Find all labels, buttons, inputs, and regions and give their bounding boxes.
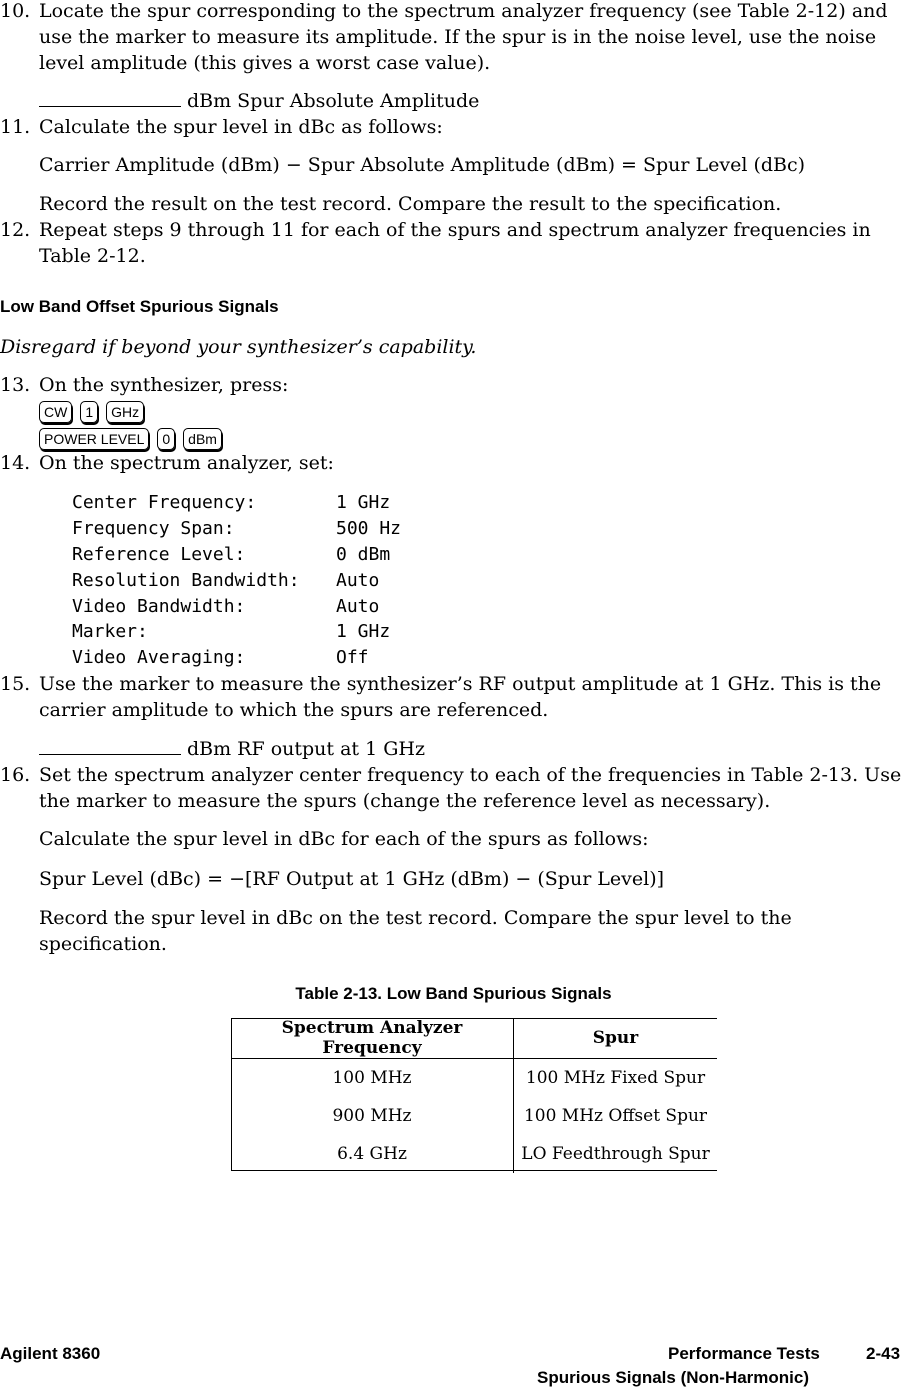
setting-label: Video Averaging: — [72, 647, 246, 668]
setting-label: Video Bandwidth: — [72, 596, 246, 617]
header-frequency: Spectrum Analyzer Frequency — [231, 1018, 514, 1059]
step-text: Record the result on the test record. Compare the result to the specification. — [39, 193, 782, 215]
table-header-row — [231, 1018, 717, 1059]
step-text: Repeat steps 9 through 11 for each of the spurs and spectrum analyzer frequencies in — [39, 219, 871, 241]
setting-value: Auto — [336, 596, 380, 617]
footer-chapter: Performance Tests — [668, 1344, 820, 1363]
record-line — [39, 90, 479, 112]
formula: Spur Level (dBc) = −[RF Output at 1 GHz (dBm) − (Spur Level)] — [39, 868, 665, 890]
record-blank — [39, 90, 181, 107]
disregard-note: Disregard if beyond your synthesizer’s capability. — [0, 336, 477, 358]
table-row — [231, 1135, 717, 1173]
step-text: Calculate the spur level in dBc for each of the spurs as follows: — [39, 828, 649, 850]
cell-spur: 100 MHz Offset Spur — [523, 1106, 708, 1126]
cell-frequency: 100 MHz — [231, 1059, 514, 1098]
setting-label: Marker: — [72, 621, 148, 642]
cw-key[interactable]: CW — [39, 401, 72, 423]
setting-value: 1 GHz — [336, 492, 391, 513]
table-row — [231, 1097, 717, 1135]
key-sequence-2 — [39, 427, 230, 450]
setting-label: Center Frequency: — [72, 492, 257, 513]
step-text: On the synthesizer, press: — [39, 374, 289, 396]
step-number: 14. — [0, 452, 31, 474]
digit-1-key[interactable]: 1 — [80, 401, 98, 423]
step-text: Calculate the spur level in dBc as follows: — [39, 116, 443, 138]
step-number: 15. — [0, 673, 31, 695]
header-spur: Spur — [514, 1018, 718, 1059]
setting-value: Off — [336, 647, 369, 668]
formula: Carrier Amplitude (dBm) − Spur Absolute Amplitude (dBm) = Spur Level (dBc) — [39, 154, 806, 176]
cell-frequency: 900 MHz — [231, 1097, 514, 1135]
step-text: Table 2-12. — [39, 245, 146, 267]
setting-value: 0 dBm — [336, 544, 391, 565]
step-number: 13. — [0, 374, 31, 396]
step-text: carrier amplitude to which the spurs are referenced. — [39, 699, 549, 721]
setting-label: Resolution Bandwidth: — [72, 570, 300, 591]
step-text: use the marker to measure its amplitude. If the spur is in the noise level, use the noise — [39, 26, 877, 48]
step-text: Record the spur level in dBc on the test record. Compare the spur level to the — [39, 907, 792, 929]
step-text: Use the marker to measure the synthesizer’s RF output amplitude at 1 GHz. This is the — [39, 673, 882, 695]
setting-label: Frequency Span: — [72, 518, 235, 539]
step-number: 12. — [0, 219, 31, 241]
spur-table — [231, 1018, 717, 1173]
footer-page-number: 2-43 — [866, 1344, 901, 1363]
setting-value: Auto — [336, 570, 380, 591]
setting-value: 500 Hz — [336, 518, 402, 539]
setting-label: Reference Level: — [72, 544, 246, 565]
table-caption: Table 2-13. Low Band Spurious Signals — [295, 984, 612, 1003]
step-number: 10. — [0, 0, 31, 22]
record-label: dBm RF output at 1 GHz — [187, 738, 425, 760]
record-line — [39, 738, 425, 760]
step-text: Set the spectrum analyzer center frequency to each of the frequencies in Table 2-13. Use — [39, 764, 902, 786]
table-row — [231, 1059, 717, 1098]
step-number: 16. — [0, 764, 31, 786]
section-heading: Low Band Offset Spurious Signals — [0, 297, 279, 316]
cell-spur: LO Feedthrough Spur — [521, 1144, 710, 1164]
dbm-key[interactable]: dBm — [183, 428, 222, 450]
step-text: On the spectrum analyzer, set: — [39, 452, 334, 474]
key-sequence-1 — [39, 400, 152, 423]
step-text: Locate the spur corresponding to the spectrum analyzer frequency (see Table 2-12) and — [39, 0, 888, 22]
cell-frequency: 6.4 GHz — [231, 1135, 514, 1173]
step-number: 11. — [0, 116, 31, 138]
record-label: dBm Spur Absolute Amplitude — [187, 90, 480, 112]
record-blank — [39, 738, 181, 755]
step-text: level amplitude (this gives a worst case value). — [39, 52, 491, 74]
cell-spur: 100 MHz Fixed Spur — [525, 1068, 706, 1088]
digit-0-key[interactable]: 0 — [157, 428, 175, 450]
footer-product: Agilent 8360 — [0, 1344, 101, 1363]
step-text: the marker to measure the spurs (change the reference level as necessary). — [39, 790, 771, 812]
step-text: specification. — [39, 933, 167, 955]
ghz-key[interactable]: GHz — [106, 401, 144, 423]
setting-value: 1 GHz — [336, 621, 391, 642]
footer-section: Spurious Signals (Non-Harmonic) — [537, 1368, 810, 1387]
power-level-key[interactable]: POWER LEVEL — [39, 428, 149, 450]
